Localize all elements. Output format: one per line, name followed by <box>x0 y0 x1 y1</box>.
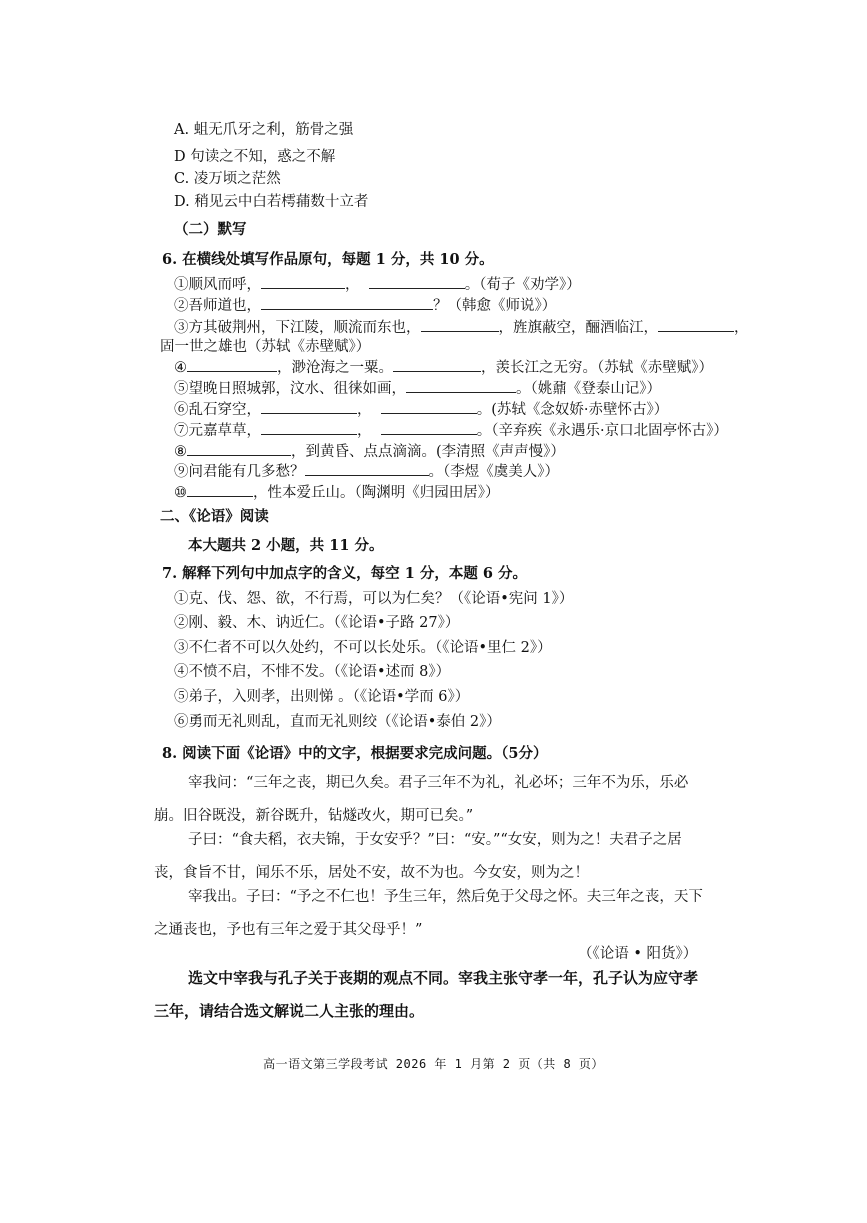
q6-item-4-text-a: ④ <box>174 360 187 376</box>
section-dictation-heading: （二）默写 <box>174 221 247 238</box>
answer-blank[interactable] <box>261 399 357 414</box>
answer-blank[interactable] <box>658 317 734 332</box>
q7-title: 7. 解释下列句中加点字的含义，每空 1 分，本题 6 分。 <box>162 565 528 582</box>
q8-source: （《论语 • 阳货》） <box>578 946 698 962</box>
answer-blank[interactable] <box>187 482 253 497</box>
q6-item-6-text-a: ⑥乱石穿空， <box>174 402 261 418</box>
q6-item-4-text-b: ，渺沧海之一粟。 <box>277 360 393 376</box>
q6-item-1-text-a: ①顺风而呼， <box>174 277 261 293</box>
q6-item-8-text-a: ⑧ <box>174 444 187 460</box>
q6-item-2-text-b: ？（韩愈《师说》） <box>433 298 557 314</box>
q8-title: 8. 阅读下面《论语》中的文字，根据要求完成问题。（5分） <box>162 745 548 762</box>
answer-blank[interactable] <box>261 274 345 289</box>
q6-item-5-text-a: ⑤望晚日照城郭，汶水、徂徕如画， <box>174 381 406 397</box>
q6-item-7 <box>174 420 728 441</box>
q6-item-6-text-b: ， <box>357 402 372 418</box>
answer-blank[interactable] <box>305 461 429 476</box>
q6-item-6-text-c: 。(苏轼《念奴娇·赤壁怀古》） <box>476 402 669 418</box>
q6-item-10-text-a: ⑩ <box>174 485 187 501</box>
q6-item-10 <box>174 482 500 503</box>
q7-item-6: ⑥勇而无礼则乱，直而无礼则绞（《论语•泰伯 2》） <box>174 714 501 730</box>
q7-item-2: ②刚、毅、木、讷近仁。（《论语•子路 27》） <box>174 615 460 631</box>
answer-blank[interactable] <box>421 317 499 332</box>
q6-item-7-text-b: ， <box>357 423 372 439</box>
q6-item-3-text-b: ，旌旗蔽空，酾酒临江， <box>498 320 658 336</box>
page-footer: 高一语文第三学段考试 2026 年 1 月第 2 页（共 8 页） <box>263 1057 604 1071</box>
q8-passage-2: 子曰：“食夫稻，衣夫锦，于女安乎？”曰：“安。”“女安，则为之！夫君子之居丧，食旨不甘，闻乐不乐，居处不安，故不为也。今女安，则为之！ <box>154 832 682 881</box>
answer-blank[interactable] <box>261 420 357 435</box>
option-d2: D. 稍见云中白若樗蒱数十立者 <box>174 194 369 210</box>
q6-item-3-text-c: ， <box>734 320 749 336</box>
q6-item-3 <box>174 317 749 338</box>
section2-note: 本大题共 2 小题，共 11 分。 <box>188 537 384 554</box>
q6-item-9 <box>174 461 559 482</box>
q6-item-1 <box>174 274 581 295</box>
option-d1: D 句读之不知，惑之不解 <box>174 149 336 165</box>
answer-blank[interactable] <box>393 357 481 372</box>
q6-item-1-text-c: 。（荀子《劝学》） <box>464 277 581 293</box>
option-c: C. 凌万顷之茫然 <box>174 171 281 187</box>
answer-blank[interactable] <box>406 378 516 393</box>
section2-title: 二、《论语》阅读 <box>160 508 269 525</box>
q6-item-1-text-b: ， <box>345 277 360 293</box>
q6-item-4-text-c: ，羡长江之无穷。（苏轼《赤壁赋》） <box>481 360 713 376</box>
answer-blank[interactable] <box>369 274 465 289</box>
q6-item-8-text-b: ，到黄昏、点点滴滴。(李清照《声声慢》） <box>291 444 565 460</box>
q6-item-2-text-a: ②吾师道也， <box>174 298 261 314</box>
q6-item-9-text-b: 。（李煜《虞美人》） <box>428 464 559 480</box>
q8-question: 选文中宰我与孔子关于丧期的观点不同。宰我主张守孝一年，孔子认为应守孝三年，请结合选文解说二人主张的理由。 <box>154 969 699 1020</box>
q7-item-5: ⑤弟子，入则孝，出则悌 。（《论语•学而 6》） <box>174 689 470 705</box>
q6-item-5-text-b: 。（姚鼐《登泰山记》） <box>516 381 661 397</box>
q7-item-4: ④不愤不启，不悱不发。（《论语•述而 8》） <box>174 664 451 680</box>
q6-item-7-text-a: ⑦元嘉草草， <box>174 423 261 439</box>
q6-item-4 <box>174 357 713 378</box>
q7-item-3: ③不仁者不可以久处约，不可以长处乐。（《论语•里仁 2》） <box>174 640 552 656</box>
q6-item-3-cont: 固一世之雄也（苏轼《赤壁赋》） <box>160 339 371 355</box>
answer-blank[interactable] <box>187 357 277 372</box>
q6-item-7-text-c: 。（辛弃疾《永遇乐·京口北固亭怀古》） <box>476 423 728 439</box>
q6-item-6 <box>174 399 668 420</box>
q6-title: 6. 在横线处填写作品原句，每题 1 分，共 10 分。 <box>162 251 494 268</box>
q6-item-10-text-b: ，性本爱丘山。（陶渊明《归园田居》） <box>253 485 500 501</box>
q8-passage-3: 宰我出。子曰：“予之不仁也！予生三年，然后免于父母之怀。夫三年之丧，天下之通丧也，予也有三年之爱于其父母乎！” <box>154 889 703 938</box>
q7-item-1: ①克、伐、怨、欲，不行焉，可以为仁矣？（《论语•宪问 1》） <box>174 591 574 607</box>
q6-item-8 <box>174 441 565 462</box>
answer-blank[interactable] <box>187 441 291 456</box>
answer-blank[interactable] <box>261 295 433 310</box>
option-a: A. 蛆无爪牙之利，筋骨之强 <box>174 122 354 138</box>
answer-blank[interactable] <box>381 399 477 414</box>
q8-passage-1: 宰我问：“三年之丧，期已久矣。君子三年不为礼，礼必坏；三年不为乐，乐必崩。旧谷既没，新谷既升，钻燧改火，期可已矣。” <box>154 775 689 824</box>
q6-item-2 <box>174 295 556 316</box>
answer-blank[interactable] <box>381 420 477 435</box>
q6-item-9-text-a: ⑨问君能有几多愁？ <box>174 464 305 480</box>
q6-item-5 <box>174 378 661 399</box>
q6-item-3-text-a: ③方其破荆州，下江陵，顺流而东也， <box>174 320 421 336</box>
